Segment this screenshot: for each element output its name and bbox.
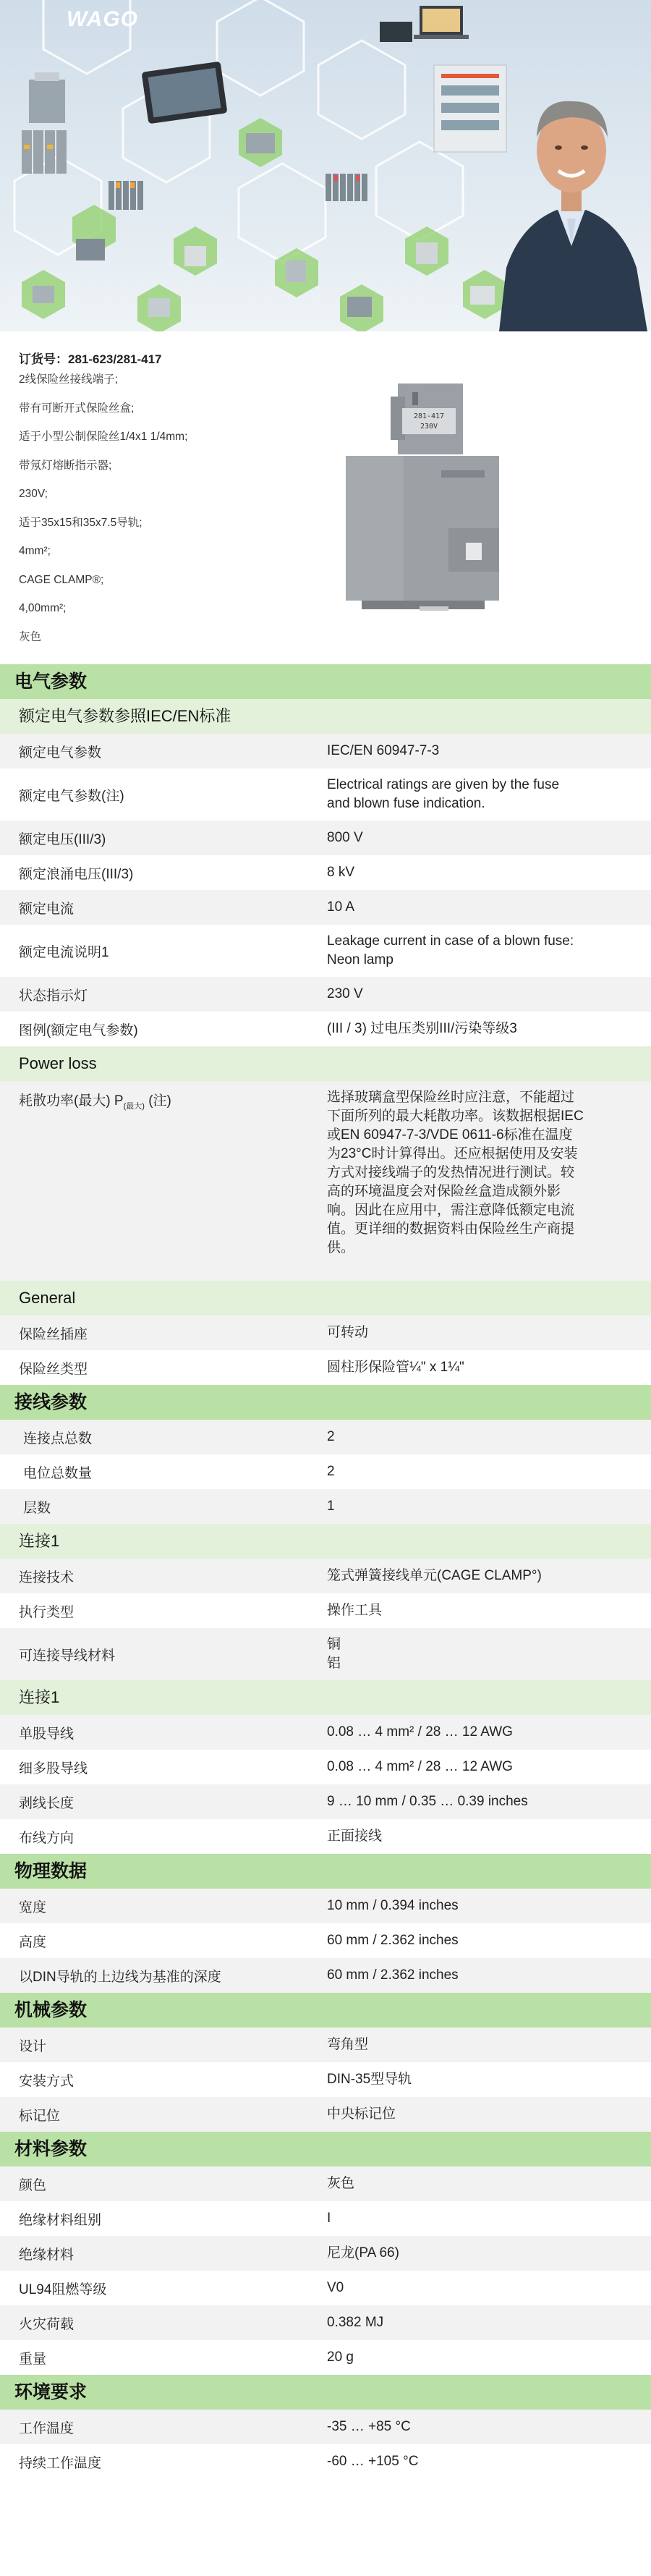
spec-value [327, 2070, 631, 2089]
fuse-label-voltage: 230V [420, 423, 438, 431]
spec-value [327, 2035, 631, 2054]
spec-value-line: (III / 3) 过电压类别III/污染等级3 [327, 1021, 517, 1036]
spec-value-line: 0.382 MJ [327, 2315, 384, 2330]
spec-value [327, 1758, 631, 1776]
feature-item: 2线保险丝接线端子; [19, 373, 118, 386]
spec-value [327, 2244, 631, 2263]
spec-label: 额定电气参数(注) [19, 788, 124, 804]
spec-label [0, 1081, 327, 1111]
feature-item: 4mm²; [19, 545, 51, 557]
spec-value-line: -60 … +105 °C [327, 2454, 419, 2469]
spec-value [327, 2279, 631, 2297]
spec-row [0, 2410, 651, 2444]
spec-value [327, 2105, 631, 2124]
spec-row [0, 1784, 651, 1819]
spec-value-line: V0 [327, 2280, 344, 2295]
spec-value-line: 2 [327, 1464, 335, 1479]
spec-value [327, 1601, 631, 1620]
section-heading: 环境要求 [0, 2375, 651, 2410]
wago-logo: WAGO [67, 7, 138, 31]
specification-table [0, 664, 651, 2479]
spec-value-line: 灰色 [327, 2176, 355, 2191]
subsection-heading: Power loss [0, 1046, 651, 1081]
spec-value-line: 弯角型 [327, 2037, 369, 2052]
spec-row [0, 1315, 651, 1350]
spec-label: 细多股导线 [19, 1761, 88, 1776]
spec-label: 安装方式 [19, 2073, 75, 2089]
spec-row [0, 734, 651, 768]
spec-value-line: 正面接线 [327, 1829, 383, 1844]
spec-label-suffix: (注) [144, 1093, 171, 1109]
spec-value-line: 为23°C时计算得出。还应根据使用及安装 [327, 1146, 578, 1161]
spec-label: 图例(额定电气参数) [19, 1022, 138, 1038]
section-heading: 接线参数 [0, 1385, 651, 1420]
spec-value-line: Leakage current in case of a blown fuse: [327, 933, 574, 949]
spec-value-line: 值。更详细的数据资料由保险丝生产商提 [327, 1221, 575, 1237]
spec-label: 执行类型 [19, 1604, 75, 1620]
spec-value [327, 2452, 631, 2471]
spec-value [327, 1567, 631, 1585]
spec-label: 保险丝插座 [19, 1326, 88, 1342]
businessman-photo [492, 29, 651, 331]
section-heading: 机械参数 [0, 1993, 651, 2028]
spec-row [0, 855, 651, 890]
spec-label: 设计 [19, 2038, 47, 2054]
spec-value-line: 60 mm / 2.362 inches [327, 1967, 459, 1983]
spec-label: 额定电流 [19, 901, 75, 917]
spec-row [0, 1958, 651, 1993]
spec-value-line: 笼式弹簧接线单元(CAGE CLAMP°) [327, 1568, 542, 1583]
spec-label: 电位总数量 [23, 1465, 93, 1481]
spec-label: 高度 [19, 1934, 47, 1950]
spec-row [0, 1628, 651, 1680]
spec-value-line: 方式对接线端子的发热情况进行测试。较 [327, 1165, 575, 1180]
subsection-heading: 额定电气参数参照IEC/EN标准 [0, 699, 651, 734]
hero-banner [0, 0, 651, 331]
spec-value-line: 铝 [327, 1656, 341, 1671]
spec-value [327, 863, 631, 882]
spec-row [0, 1420, 651, 1454]
spec-value [327, 1931, 631, 1950]
order-number: 订货号：281-623/281-417 [19, 352, 162, 366]
spec-row [0, 1923, 651, 1958]
spec-label: 额定电压(III/3) [19, 831, 106, 847]
spec-label: 剥线长度 [19, 1795, 75, 1811]
spec-label: 绝缘材料 [19, 2247, 75, 2263]
spec-value [327, 1462, 631, 1481]
spec-value-line: 2 [327, 1429, 335, 1444]
spec-label: 标记位 [19, 2108, 61, 2124]
spec-label: 绝缘材料组别 [19, 2212, 102, 2228]
spec-row [0, 768, 651, 821]
spec-value [327, 1635, 631, 1673]
spec-row [0, 2444, 651, 2479]
spec-row [0, 1819, 651, 1854]
spec-row [0, 2201, 651, 2236]
spec-row [0, 977, 651, 1012]
spec-value-line: 8 kV [327, 865, 355, 880]
spec-value [327, 1966, 631, 1985]
spec-row [0, 1559, 651, 1593]
spec-value-line: Electrical ratings are given by the fuse [327, 777, 560, 792]
spec-value [327, 1020, 631, 1038]
fuse-terminal-block-image [340, 376, 514, 622]
spec-row [0, 1889, 651, 1923]
spec-row [0, 1593, 651, 1628]
subsection-heading: General [0, 1281, 651, 1315]
feature-item: 带氖灯熔断指示器; [19, 459, 112, 472]
spec-value [327, 932, 631, 970]
spec-row [0, 2236, 651, 2271]
spec-row [0, 2097, 651, 2132]
spec-label-subscript: (最大) [123, 1101, 145, 1111]
spec-value-line: 可转动 [327, 1325, 369, 1340]
spec-value-line: 供。 [327, 1240, 355, 1255]
spec-label: 以DIN导轨的上边线为基准的深度 [19, 1969, 221, 1985]
spec-label: 重量 [19, 2351, 47, 2367]
spec-value-line: 800 V [327, 830, 363, 845]
spec-value-line: 10 A [327, 899, 355, 915]
spec-value [327, 1792, 631, 1811]
spec-row [0, 1750, 651, 1784]
feature-item: 适于35x15和35x7.5导轨; [19, 516, 142, 529]
spec-label: 连接技术 [19, 1569, 75, 1585]
spec-value [327, 898, 631, 917]
spec-value-line: 选择玻璃盒型保险丝时应注意，不能超过 [327, 1090, 575, 1105]
spec-value [327, 1081, 631, 1258]
spec-value-line: 10 mm / 0.394 inches [327, 1898, 459, 1913]
subsection-heading: 连接1 [0, 1524, 651, 1559]
spec-value-line: 9 … 10 mm / 0.35 … 0.39 inches [327, 1794, 528, 1809]
spec-value-line: 圆柱形保险管¼" x 1¼" [327, 1360, 464, 1375]
spec-row [0, 890, 651, 925]
section-heading: 物理数据 [0, 1854, 651, 1889]
spec-value-line: 0.08 … 4 mm² / 28 … 12 AWG [327, 1759, 513, 1774]
spec-label: 额定浪涌电压(III/3) [19, 866, 134, 882]
spec-label: 连接点总数 [23, 1431, 93, 1446]
spec-value [327, 1723, 631, 1742]
spec-row [0, 2305, 651, 2340]
spec-label: 布线方向 [19, 1830, 75, 1846]
spec-value-line: DIN-35型导轨 [327, 2072, 412, 2087]
fuse-label-part-number: 281-417 [413, 412, 445, 420]
spec-row [0, 1715, 651, 1750]
spec-value-line: 铜 [327, 1637, 341, 1652]
spec-value-line: IEC/EN 60947-7-3 [327, 743, 440, 758]
spec-label: 保险丝类型 [19, 1361, 88, 1377]
spec-label: 火灾荷载 [19, 2316, 75, 2332]
feature-item: CAGE CLAMP®; [19, 573, 104, 586]
spec-value-line: 中央标记位 [327, 2106, 396, 2122]
spec-value-line: 操作工具 [327, 1603, 383, 1618]
spec-value [327, 985, 631, 1004]
spec-row [0, 1012, 651, 1046]
section-heading: 电气参数 [0, 664, 651, 699]
spec-value [327, 1358, 631, 1377]
spec-value-line: 20 g [327, 2350, 354, 2365]
spec-label: 可连接导线材料 [19, 1648, 116, 1664]
spec-value-line: -35 … +85 °C [327, 2419, 411, 2434]
spec-row [0, 821, 651, 855]
section-heading: 材料参数 [0, 2132, 651, 2166]
feature-list [19, 372, 323, 658]
spec-row [0, 1489, 651, 1524]
feature-item: 4,00mm²; [19, 602, 67, 614]
spec-label-text: 耗散功率(最大) P [19, 1093, 124, 1109]
feature-item: 230V; [19, 488, 48, 500]
spec-value-line: 0.08 … 4 mm² / 28 … 12 AWG [327, 1724, 513, 1740]
spec-label: 单股导线 [19, 1726, 75, 1742]
subsection-heading: 连接1 [0, 1680, 651, 1715]
spec-value [327, 829, 631, 847]
spec-row [0, 2271, 651, 2305]
spec-row [0, 2062, 651, 2097]
spec-value [327, 1827, 631, 1846]
spec-row [0, 2340, 651, 2375]
spec-value [327, 1323, 631, 1342]
spec-row [0, 1350, 651, 1385]
spec-value-line: 或EN 60947-7-3/VDE 0611-6标准在温度 [327, 1127, 573, 1143]
spec-value [327, 742, 631, 760]
spec-value [327, 2313, 631, 2332]
feature-item: 适于小型公制保险丝1/4x1 1/4mm; [19, 431, 188, 443]
spec-value-line: 230 V [327, 986, 363, 1001]
spec-value [327, 2418, 631, 2436]
spec-value-line: 下面所列的最大耗散功率。该数据根据IEC [327, 1109, 584, 1124]
spec-value-line: and blown fuse indication. [327, 796, 485, 811]
spec-label: 颜色 [19, 2177, 47, 2193]
spec-value-line: Neon lamp [327, 952, 393, 967]
spec-label: 额定电气参数 [19, 745, 102, 760]
spec-value [327, 2348, 631, 2367]
spec-value [327, 1497, 631, 1516]
spec-row [0, 925, 651, 977]
spec-value [327, 1428, 631, 1446]
spec-value [327, 1897, 631, 1915]
spec-label: 状态指示灯 [19, 988, 88, 1004]
spec-value-line: 1 [327, 1499, 335, 1514]
spec-row [0, 1081, 651, 1281]
spec-value [327, 2209, 631, 2228]
spec-row [0, 1454, 651, 1489]
spec-label: 宽度 [19, 1899, 47, 1915]
feature-item: 灰色 [19, 630, 42, 643]
spec-value-line: I [327, 2211, 331, 2226]
spec-label: 持续工作温度 [19, 2455, 102, 2471]
spec-label: UL94阻燃等级 [19, 2281, 107, 2297]
spec-row [0, 2166, 651, 2201]
spec-label: 层数 [23, 1500, 51, 1516]
spec-label: 工作温度 [19, 2420, 75, 2436]
spec-value-line: 尼龙(PA 66) [327, 2245, 399, 2261]
spec-value [327, 776, 631, 813]
spec-value-line: 60 mm / 2.362 inches [327, 1933, 459, 1948]
spec-value [327, 2174, 631, 2193]
spec-label: 额定电流说明1 [19, 944, 109, 960]
spec-value-line: 响。因此在应用中，需注意降低额定电流 [327, 1203, 575, 1218]
feature-item: 带有可断开式保险丝盒; [19, 402, 135, 415]
spec-value-line: 高的环境温度会对保险丝盒造成额外影 [327, 1184, 561, 1199]
spec-row [0, 2028, 651, 2062]
